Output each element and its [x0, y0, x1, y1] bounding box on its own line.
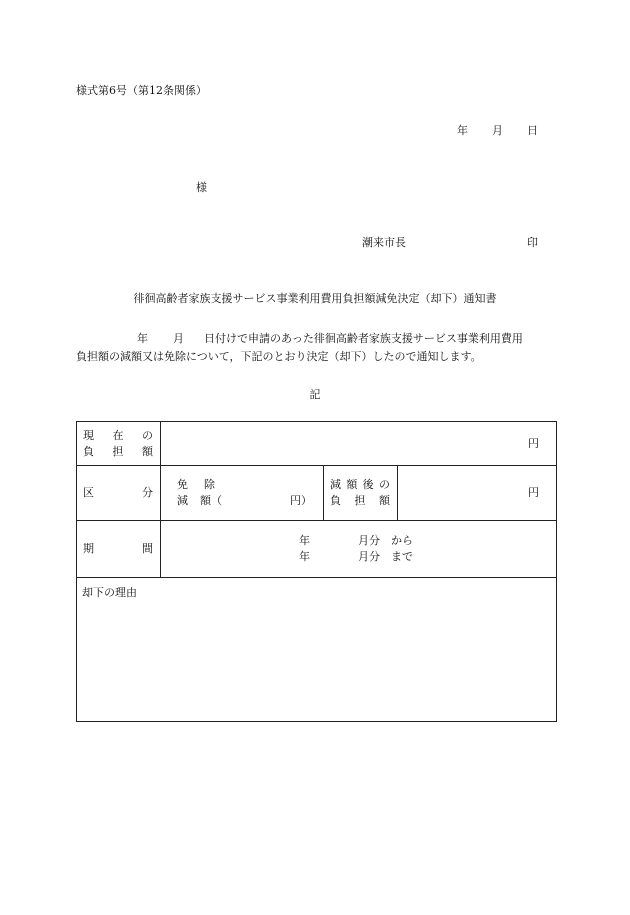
decision-table — [76, 421, 557, 722]
addressee-suffix: 様 — [196, 181, 207, 194]
current-burden-label-line2: 負 担 額 — [83, 445, 153, 458]
period-to-month: 月分 まで — [358, 550, 413, 563]
period-label: 期 間 — [83, 542, 153, 555]
body-line1-rest: 日付けで申請のあった徘徊高齢者家族支援サービス事業利用費用 — [204, 332, 523, 345]
current-burden-unit: 円 — [528, 437, 539, 450]
issuer: 潮来市長 — [362, 236, 406, 249]
date-month: 月 — [492, 124, 503, 137]
form-number: 様式第6号（第12条関係） — [76, 84, 207, 97]
period-to-year: 年 — [299, 550, 310, 563]
seal-mark: 印 — [527, 236, 538, 249]
table-divider — [323, 465, 324, 520]
ki-mark: 記 — [309, 388, 321, 401]
table-divider — [76, 577, 557, 578]
category-label: 区 分 — [83, 486, 153, 499]
body-month: 月 — [173, 332, 184, 345]
after-reduction-label-line2: 負 担 額 — [330, 494, 390, 507]
current-burden-label-line1: 現 在 の — [83, 429, 153, 442]
table-divider — [76, 520, 557, 521]
reduction-option: 減 額（ — [177, 494, 222, 507]
date-day: 日 — [527, 124, 538, 137]
period-from-year: 年 — [299, 534, 310, 547]
body-text — [76, 330, 556, 366]
body-year: 年 — [137, 332, 148, 345]
table-divider — [397, 465, 398, 520]
date-year: 年 — [457, 124, 468, 137]
document-title: 徘徊高齢者家族支援サービス事業利用費用負担額減免決定（却下）通知書 — [133, 292, 497, 305]
body-line-2: 負担額の減額又は免除について，下記のとおり決定（却下）したので通知します。 — [76, 350, 482, 363]
after-reduction-unit: 円 — [528, 486, 539, 499]
after-reduction-label-line1: 減 額 後 の — [330, 478, 390, 491]
period-from-month: 月分 から — [358, 534, 413, 547]
rejection-reason-label: 却下の理由 — [82, 586, 137, 599]
body-line-1 — [76, 330, 556, 348]
reduction-unit: 円） — [290, 494, 312, 507]
table-divider — [76, 465, 557, 466]
table-divider — [160, 421, 161, 577]
exempt-option: 免 除 — [177, 478, 215, 491]
